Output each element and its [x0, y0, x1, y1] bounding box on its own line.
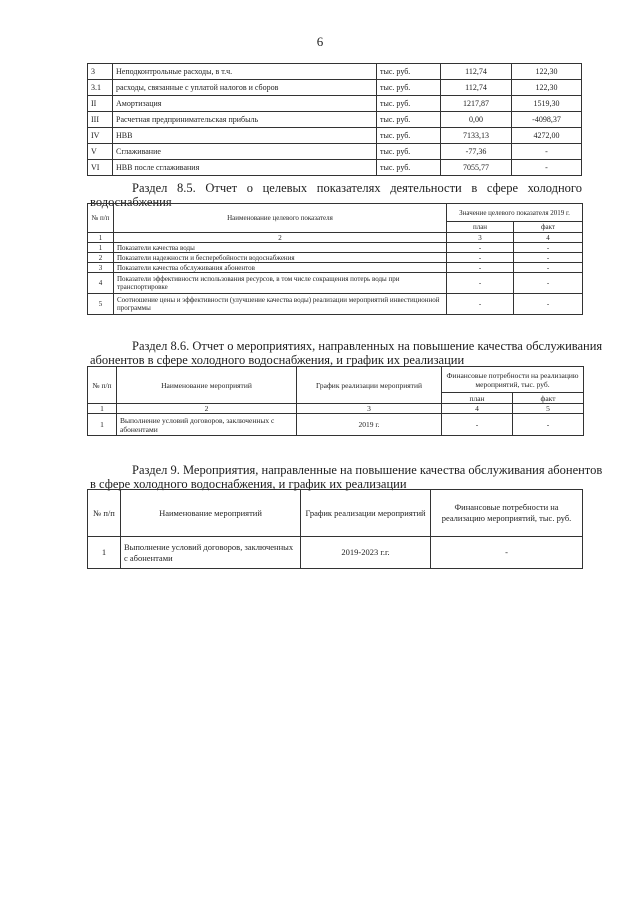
- col-num-header: № п/п: [88, 204, 114, 233]
- col-plan-header: план: [447, 222, 514, 233]
- row-name: НВВ после сглаживания: [113, 160, 377, 176]
- row-num: 3: [88, 263, 114, 273]
- row-fact: -: [514, 263, 583, 273]
- row-num: 1: [88, 537, 121, 569]
- index-cell: 4: [514, 233, 583, 243]
- row-value-1: 112,74: [441, 64, 512, 80]
- col-fact-header: факт: [514, 222, 583, 233]
- table-row: [88, 128, 582, 144]
- index-cell: 1: [88, 404, 117, 414]
- row-name: Неподконтрольные расходы, в т.ч.: [113, 64, 377, 80]
- row-plan: -: [447, 273, 514, 294]
- row-name: Показатели надежности и бесперебойности водоснабжения: [114, 253, 447, 263]
- row-value-1: -77,36: [441, 144, 512, 160]
- col-num-header: № п/п: [88, 490, 121, 537]
- section-9-heading: [90, 463, 603, 491]
- row-fact: -: [514, 294, 583, 315]
- financial-table: [87, 63, 582, 176]
- row-num: 2: [88, 253, 114, 263]
- row-unit: тыс. руб.: [377, 144, 441, 160]
- col-finance-header: Финансовые потребности на реализацию мероприятий, тыс. руб.: [431, 490, 583, 537]
- table-row: [88, 96, 582, 112]
- col-name-header: Наименование целевого показателя: [114, 204, 447, 233]
- section-9-heading-line2: в сфере холодного водоснабжения, и график их реализации: [90, 477, 407, 491]
- section-86-heading-line2: абонентов в сфере холодного водоснабжения, и график их реализации: [90, 353, 465, 367]
- row-value-2: 122,30: [512, 64, 582, 80]
- row-plan: -: [447, 294, 514, 315]
- row-name: Показатели качества обслуживания абонентов: [114, 263, 447, 273]
- row-num: V: [88, 144, 113, 160]
- row-schedule: 2019 г.: [297, 414, 442, 436]
- row-num: 3.1: [88, 80, 113, 96]
- activities-plan-table: [87, 489, 583, 569]
- index-cell: 3: [447, 233, 514, 243]
- row-plan: -: [447, 243, 514, 253]
- index-cell: 5: [513, 404, 584, 414]
- section-86-heading: [90, 339, 603, 367]
- row-fact: -: [514, 253, 583, 263]
- row-num: 4: [88, 273, 114, 294]
- row-num: 1: [88, 243, 114, 253]
- row-name: Выполнение условий договоров, заключенных с абонентами: [117, 414, 297, 436]
- row-unit: тыс. руб.: [377, 128, 441, 144]
- index-cell: 3: [297, 404, 442, 414]
- row-value-2: 1519,30: [512, 96, 582, 112]
- row-num: 5: [88, 294, 114, 315]
- row-unit: тыс. руб.: [377, 112, 441, 128]
- row-value-1: 0,00: [441, 112, 512, 128]
- table-row: [88, 253, 583, 263]
- col-name-header: Наименование мероприятий: [117, 367, 297, 404]
- page-number: 6: [316, 34, 324, 49]
- row-num: IV: [88, 128, 113, 144]
- table-row: [88, 263, 583, 273]
- row-name: расходы, связанные с уплатой налогов и сборов: [113, 80, 377, 96]
- col-plan-header: план: [442, 393, 513, 404]
- row-plan: -: [447, 263, 514, 273]
- row-unit: тыс. руб.: [377, 160, 441, 176]
- row-unit: тыс. руб.: [377, 80, 441, 96]
- table-row: [88, 144, 582, 160]
- table-row: [88, 80, 582, 96]
- row-value-2: -4098,37: [512, 112, 582, 128]
- row-name: Показатели эффективности использования ресурсов, в том числе сокращения потерь воды при транспортировке: [114, 273, 447, 294]
- row-fact: -: [514, 273, 583, 294]
- row-name: Расчетная предпринимательская прибыль: [113, 112, 377, 128]
- col-num-header: № п/п: [88, 367, 117, 404]
- table-row: [88, 64, 582, 80]
- activities-report-table: [87, 366, 584, 436]
- row-fact: -: [513, 414, 584, 436]
- row-value-1: 7133,13: [441, 128, 512, 144]
- row-value-2: -: [512, 160, 582, 176]
- row-unit: тыс. руб.: [377, 96, 441, 112]
- table-row: [88, 243, 583, 253]
- row-fact: -: [514, 243, 583, 253]
- table-row: [88, 112, 582, 128]
- col-schedule-header: График реализации мероприятий: [297, 367, 442, 404]
- col-schedule-header: График реализации мероприятий: [301, 490, 431, 537]
- table-row: [88, 273, 583, 294]
- row-name: Соотношение цены и эффективности (улучшение качества воды) реализации мероприятий инвестиционной программы: [114, 294, 447, 315]
- row-num: VI: [88, 160, 113, 176]
- row-plan: -: [447, 253, 514, 263]
- col-fact-header: факт: [513, 393, 584, 404]
- index-cell: 2: [117, 404, 297, 414]
- col-name-header: Наименование мероприятий: [121, 490, 301, 537]
- row-name: Амортизация: [113, 96, 377, 112]
- row-name: Сглаживание: [113, 144, 377, 160]
- row-value-2: 122,30: [512, 80, 582, 96]
- table-row: [88, 537, 583, 569]
- row-num: 3: [88, 64, 113, 80]
- row-schedule: 2019-2023 г.г.: [301, 537, 431, 569]
- index-cell: 4: [442, 404, 513, 414]
- row-value-2: -: [512, 144, 582, 160]
- row-unit: тыс. руб.: [377, 64, 441, 80]
- section-85-heading-line1: Раздел 8.5. Отчет о целевых показателях деятельности в сфере холодного: [132, 181, 582, 195]
- row-num: III: [88, 112, 113, 128]
- row-plan: -: [442, 414, 513, 436]
- row-num: II: [88, 96, 113, 112]
- row-name: Выполнение условий договоров, заключенных с абонентами: [121, 537, 301, 569]
- row-name: НВВ: [113, 128, 377, 144]
- target-indicators-table: [87, 203, 583, 315]
- row-value-1: 112,74: [441, 80, 512, 96]
- col-finance-header: Финансовые потребности на реализацию мероприятий, тыс. руб.: [442, 367, 584, 393]
- index-cell: 2: [114, 233, 447, 243]
- row-finance: -: [431, 537, 583, 569]
- section-85-heading-line2: водоснабжения: [90, 195, 172, 209]
- section-86-heading-line1: Раздел 8.6. Отчет о мероприятиях, направленных на повышение качества обслуживания: [132, 339, 603, 353]
- section-9-heading-line1: Раздел 9. Мероприятия, направленные на повышение качества обслуживания абонентов: [132, 463, 603, 477]
- row-value-2: 4272,00: [512, 128, 582, 144]
- table-row: [88, 414, 584, 436]
- row-num: 1: [88, 414, 117, 436]
- table-row: [88, 294, 583, 315]
- table-row: [88, 160, 582, 176]
- row-value-1: 7055,77: [441, 160, 512, 176]
- col-value-header: Значение целевого показателя 2019 г.: [447, 204, 583, 222]
- index-cell: 1: [88, 233, 114, 243]
- row-value-1: 1217,87: [441, 96, 512, 112]
- row-name: Показатели качества воды: [114, 243, 447, 253]
